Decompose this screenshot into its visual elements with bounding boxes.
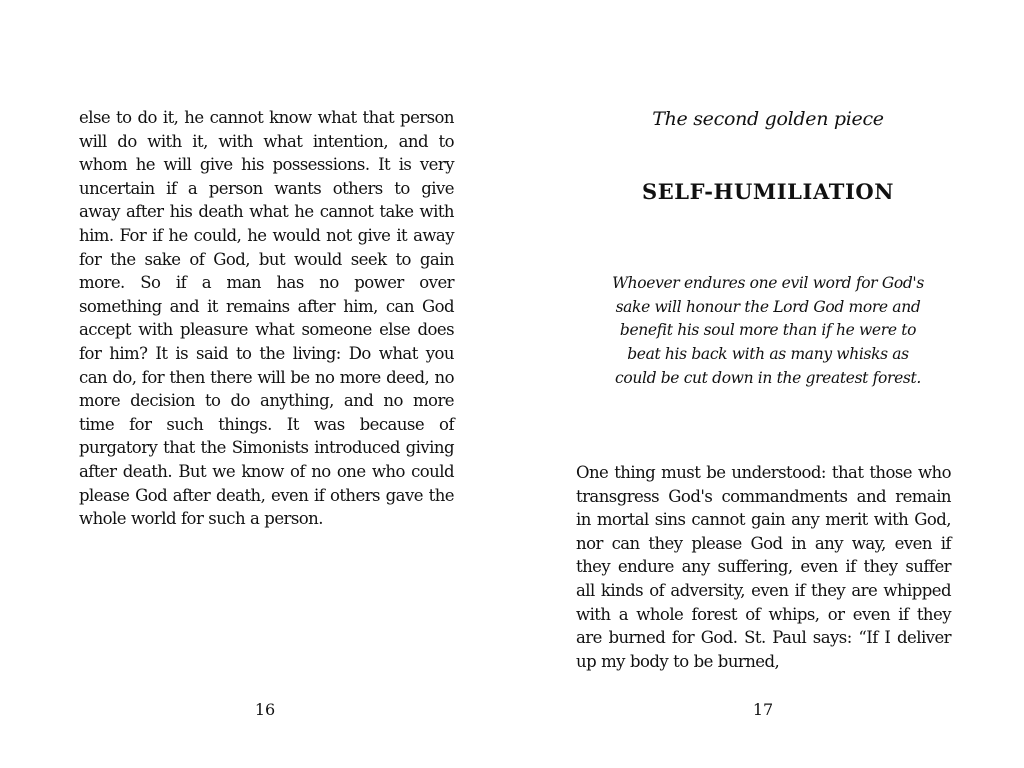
left-page-number: 16 — [254, 700, 276, 719]
right-page — [512, 0, 1024, 768]
chapter-epigraph: Whoever endures one evil word for God's sake will honour the Lord God more and benefit his soul more than if he were to beat his back with as many whisks as could be cut down in the greatest forest. — [612, 274, 924, 387]
right-page-body-text: One thing must be understood: that those who transgress God's commandments and remain in mortal sins cannot gain any merit with God, nor can they please God in any way, even if they endure any suffering, even if they suffer all kinds of adversity, even if they are whipped with a whole forest of whips, or even if they are burned for God. St. Paul says: “If I deliver up my body to be burned, — [576, 463, 951, 671]
left-page-body-text: else to do it, he cannot know what that person will do with it, with what intention, and to whom he will give his possessions. It is very uncertain if a person wants others to give away after his death what he cannot take with him. For if he could, he would not give it away for the sake of God, but would seek to gain more. So if a man has no power over something and it remains after him, can God accept with pleasure what someone else does for him? It is said to the living: Do what you can do, for then there will be no more deed, no more decision to do anything, and no more time for such things. It was because of purgatory that the Simonists introduced giving after death. But we know of no one who could please God after death, even if others gave the whole world for such a person. — [79, 108, 454, 529]
chapter-kicker: The second golden piece — [652, 108, 884, 130]
right-page-number: 17 — [752, 700, 774, 719]
chapter-title: SELF-HUMILIATION — [641, 179, 895, 204]
